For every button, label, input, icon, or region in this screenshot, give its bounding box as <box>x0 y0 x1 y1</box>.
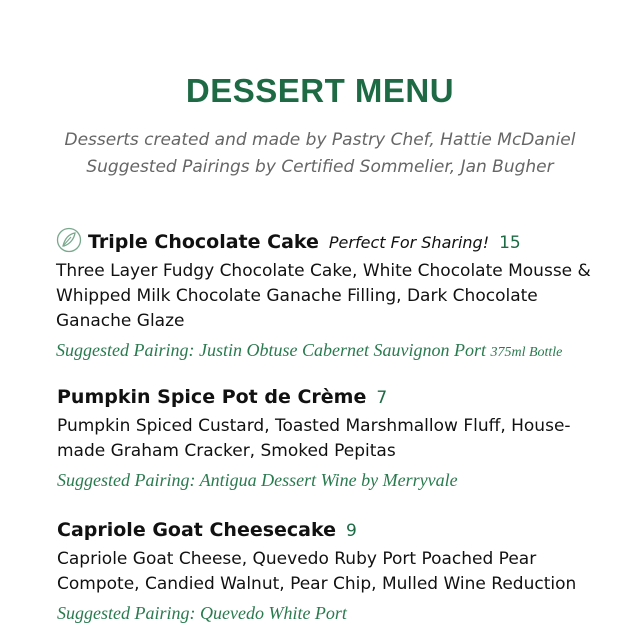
menu-item-pairing <box>56 340 616 361</box>
menu-item-capriole-goat-cheesecake <box>57 519 617 624</box>
menu-item-description: Three Layer Fudgy Chocolate Cake, White Chocolate Mousse & Whipped Milk Chocolate Ganache Filling, Dark Chocolate Ganache Glaze <box>56 261 591 331</box>
menu-item-name: Triple Chocolate Cake <box>88 231 319 253</box>
menu-title: DESSERT MENU <box>185 72 455 109</box>
menu-item-name: Pumpkin Spice Pot de Crème <box>57 386 367 408</box>
leaf-icon <box>56 227 82 253</box>
menu-subtitle-chef: Desserts created and made by Pastry Chef, Hattie McDaniel <box>64 130 576 150</box>
menu-item-note: Perfect For Sharing! <box>328 233 490 252</box>
menu-item-pairing: Suggested Pairing: Quevedo White Port <box>57 603 347 623</box>
menu-item-price: 7 <box>376 388 388 408</box>
menu-subtitle-sommelier: Suggested Pairings by Certified Sommelier, Jan Bugher <box>86 157 554 177</box>
menu-item-pumpkin-spice-pot-de-creme <box>57 386 617 491</box>
menu-item-header <box>56 222 616 253</box>
menu-item-pairing: Suggested Pairing: Antigua Dessert Wine by Merryvale <box>57 470 458 490</box>
menu-item-name: Capriole Goat Cheesecake <box>57 519 337 541</box>
pairing-size: 375ml Bottle <box>490 345 563 360</box>
pairing-text: Suggested Pairing: Justin Obtuse Cabernet Sauvignon Port <box>56 340 486 360</box>
menu-item-triple-chocolate-cake <box>56 222 616 361</box>
menu-item-price: 9 <box>346 521 357 541</box>
menu-item-header <box>57 386 617 408</box>
menu-item-header <box>57 519 617 541</box>
menu-item-price: 15 <box>499 233 521 253</box>
menu-item-description: Pumpkin Spiced Custard, Toasted Marshmallow Fluff, House-made Graham Cracker, Smoked Pepitas <box>57 416 571 461</box>
menu-item-description: Capriole Goat Cheese, Quevedo Ruby Port Poached Pear Compote, Candied Walnut, Pear Chip, Mulled Wine Reduction <box>57 549 577 594</box>
